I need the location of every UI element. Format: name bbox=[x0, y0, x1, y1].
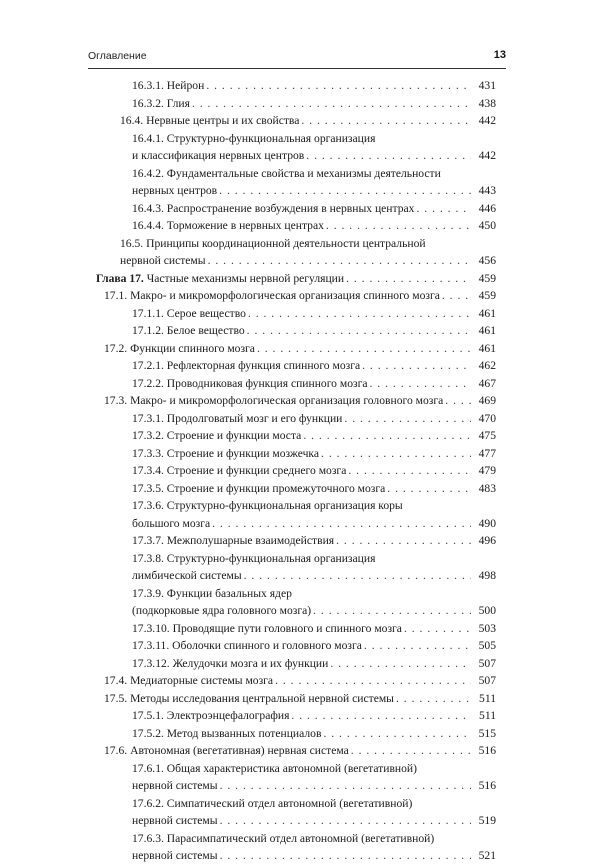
toc-entry-text: 17.6.2. Симпатический отдел автономной (вегетативной) bbox=[132, 796, 413, 810]
toc-page-number: 483 bbox=[471, 480, 496, 498]
toc-entry bbox=[96, 445, 496, 463]
running-header bbox=[88, 50, 506, 66]
toc-entry-text: 17.4. Медиаторные системы мозга bbox=[104, 674, 274, 687]
dot-leader bbox=[445, 392, 471, 410]
toc-entry bbox=[96, 305, 496, 323]
toc-entry-text: 16.3.2. Глия bbox=[132, 96, 190, 110]
toc-entry bbox=[96, 427, 496, 445]
toc-page-number: 456 bbox=[471, 252, 496, 270]
toc-page-number: 505 bbox=[471, 637, 496, 655]
toc-entry-text: 17.6. Автономная (вегетативная) нервная система bbox=[104, 744, 349, 757]
toc-entry-text: 17.3.2. Строение и функции моста bbox=[132, 429, 302, 442]
dot-leader bbox=[387, 480, 471, 498]
toc-entry-text: 17.3.11. Оболочки спинного и головного мозга bbox=[132, 639, 362, 652]
toc-entry-label bbox=[132, 322, 247, 340]
dot-leader bbox=[212, 515, 471, 533]
toc-entry bbox=[96, 515, 496, 533]
toc-entry bbox=[96, 725, 496, 743]
toc-entry-text: 17.6.1. Общая характеристика автономной (вегетативной) bbox=[132, 761, 417, 775]
dot-leader bbox=[208, 252, 471, 270]
toc-entry bbox=[96, 130, 496, 148]
page-number: 13 bbox=[493, 49, 506, 61]
toc-entry bbox=[96, 847, 496, 865]
toc-entry-label bbox=[104, 672, 275, 690]
toc-page-number: 516 bbox=[471, 742, 496, 760]
toc-entry-label bbox=[132, 515, 212, 533]
toc-page-number: 461 bbox=[471, 340, 496, 358]
table-of-contents bbox=[96, 77, 496, 865]
toc-entry-label bbox=[104, 287, 442, 305]
dot-leader bbox=[416, 200, 471, 218]
toc-entry-label bbox=[120, 112, 301, 130]
toc-entry-text: 17.3.12. Желудочки мозга и их функции bbox=[132, 656, 329, 670]
toc-entry-text: 17.3.1. Продолговатый мозг и его функции bbox=[132, 411, 343, 425]
toc-entry bbox=[96, 77, 496, 95]
toc-page-number: 500 bbox=[471, 602, 496, 620]
toc-entry-label bbox=[132, 217, 326, 235]
toc-entry-label bbox=[132, 410, 344, 428]
dot-leader bbox=[219, 182, 471, 200]
toc-entry-label bbox=[132, 567, 244, 585]
toc-page-number: 470 bbox=[471, 410, 496, 428]
toc-entry bbox=[96, 585, 496, 603]
toc-entry-text: 16.4.1. Структурно-функциональная организация bbox=[132, 131, 376, 145]
toc-page-number: 431 bbox=[471, 77, 496, 95]
toc-entry-text: 17.3.7. Межполушарные взаимодействия bbox=[132, 534, 335, 547]
toc-entry-text: 17.3.9. Функции базальных ядер bbox=[132, 586, 292, 600]
dot-leader bbox=[220, 812, 471, 830]
toc-entry-label bbox=[132, 462, 348, 480]
toc-entry-label bbox=[132, 480, 387, 498]
dot-leader bbox=[370, 375, 472, 393]
toc-entry-text: 17.3.5. Строение и функции промежуточного мозга bbox=[132, 481, 386, 495]
toc-entry bbox=[96, 95, 496, 113]
toc-entry-text: 16.4. Нервные центры и их свойства bbox=[120, 114, 300, 127]
dot-leader bbox=[442, 287, 471, 305]
toc-page-number: 462 bbox=[471, 357, 496, 375]
toc-entry-text: 17.3. Макро- и микроморфологическая организация головного мозга bbox=[104, 394, 444, 407]
running-header-title: Оглавление bbox=[88, 50, 147, 62]
toc-entry bbox=[96, 235, 496, 253]
toc-page-number: 516 bbox=[471, 777, 496, 795]
toc-entry-label bbox=[96, 270, 346, 288]
toc-entry-text: и классификация нервных центров bbox=[132, 149, 305, 162]
toc-page-number: 503 bbox=[471, 620, 496, 638]
toc-entry-label bbox=[132, 305, 248, 323]
dot-leader bbox=[364, 637, 471, 655]
toc-entry-label bbox=[120, 252, 208, 270]
dot-leader bbox=[346, 270, 471, 288]
dot-leader bbox=[220, 777, 471, 795]
toc-entry-label bbox=[104, 392, 445, 410]
toc-entry-label bbox=[132, 147, 306, 165]
toc-entry-text: 17.2. Функции спинного мозга bbox=[104, 341, 255, 355]
toc-page-number: 446 bbox=[471, 200, 496, 218]
toc-entry bbox=[96, 497, 496, 515]
toc-entry-text: 17.1.2. Белое вещество bbox=[132, 324, 245, 337]
dot-leader bbox=[206, 77, 471, 95]
toc-entry bbox=[96, 462, 496, 480]
dot-leader bbox=[313, 602, 471, 620]
toc-page-number: 496 bbox=[471, 532, 496, 550]
chapter-prefix: Глава 17. bbox=[96, 271, 144, 285]
dot-leader bbox=[291, 707, 471, 725]
toc-entry-text: нервной системы bbox=[132, 779, 218, 792]
toc-page-number: 461 bbox=[471, 305, 496, 323]
toc-page-number: 498 bbox=[471, 567, 496, 585]
toc-entry bbox=[96, 410, 496, 428]
toc-entry bbox=[96, 795, 496, 813]
toc-entry-label bbox=[132, 357, 362, 375]
header-rule bbox=[88, 68, 506, 69]
toc-page-number: 443 bbox=[471, 182, 496, 200]
toc-entry-label bbox=[104, 690, 396, 708]
toc-entry-label bbox=[132, 77, 206, 95]
toc-entry bbox=[96, 830, 496, 848]
dot-leader bbox=[344, 410, 471, 428]
toc-entry bbox=[96, 760, 496, 778]
toc-entry-text: 17.3.10. Проводящие пути головного и спинного мозга bbox=[132, 621, 402, 635]
toc-page-number: 438 bbox=[471, 95, 496, 113]
dot-leader bbox=[301, 112, 471, 130]
toc-entry bbox=[96, 637, 496, 655]
toc-entry bbox=[96, 357, 496, 375]
toc-entry-label bbox=[132, 812, 220, 830]
toc-entry bbox=[96, 655, 496, 673]
toc-entry-text: 16.3.1. Нейрон bbox=[132, 79, 205, 92]
toc-entry bbox=[96, 287, 496, 305]
dot-leader bbox=[247, 322, 471, 340]
toc-entry bbox=[96, 620, 496, 638]
toc-entry-label bbox=[132, 777, 220, 795]
dot-leader bbox=[348, 462, 471, 480]
toc-entry-label bbox=[132, 532, 336, 550]
dot-leader bbox=[323, 725, 471, 743]
dot-leader bbox=[275, 672, 471, 690]
toc-entry-label bbox=[132, 182, 219, 200]
toc-entry-label bbox=[132, 427, 303, 445]
dot-leader bbox=[321, 445, 471, 463]
dot-leader bbox=[192, 95, 471, 113]
toc-page-number: 507 bbox=[471, 655, 496, 673]
toc-page-number: 515 bbox=[471, 725, 496, 743]
toc-entry-label bbox=[132, 375, 370, 393]
toc-entry bbox=[96, 707, 496, 725]
toc-entry bbox=[96, 252, 496, 270]
toc-entry bbox=[96, 182, 496, 200]
toc-entry bbox=[96, 812, 496, 830]
dot-leader bbox=[248, 305, 471, 323]
toc-entry bbox=[96, 270, 496, 288]
toc-entry bbox=[96, 340, 496, 358]
dot-leader bbox=[404, 620, 471, 638]
toc-entry bbox=[96, 550, 496, 568]
toc-entry-text: (подкорковые ядра головного мозга) bbox=[132, 604, 312, 617]
dot-leader bbox=[330, 655, 471, 673]
dot-leader bbox=[220, 847, 471, 865]
toc-entry bbox=[96, 690, 496, 708]
toc-entry bbox=[96, 165, 496, 183]
toc-entry-text: 16.4.4. Торможение в нервных центрах bbox=[132, 219, 324, 232]
toc-entry-text: 17.5. Методы исследования центральной нервной системы bbox=[104, 691, 394, 705]
toc-entry-label bbox=[104, 742, 351, 760]
toc-entry-label bbox=[132, 200, 416, 218]
toc-page-number: 459 bbox=[471, 287, 496, 305]
toc-entry bbox=[96, 147, 496, 165]
toc-entry-text: 17.5.2. Метод вызванных потенциалов bbox=[132, 726, 322, 740]
toc-entry-text: 17.2.1. Рефлекторная функция спинного мозга bbox=[132, 359, 361, 372]
toc-entry bbox=[96, 777, 496, 795]
toc-page-number: 507 bbox=[471, 672, 496, 690]
toc-entry bbox=[96, 375, 496, 393]
dot-leader bbox=[303, 427, 471, 445]
toc-page-number: 475 bbox=[471, 427, 496, 445]
toc-page-number: 442 bbox=[471, 147, 496, 165]
toc-entry-label bbox=[104, 340, 257, 358]
toc-entry bbox=[96, 392, 496, 410]
toc-entry-text: 17.3.6. Структурно-функциональная организация коры bbox=[132, 499, 403, 512]
toc-page-number: 467 bbox=[471, 375, 496, 393]
toc-entry-text: большого мозга bbox=[132, 516, 211, 530]
toc-entry-label bbox=[132, 620, 404, 638]
toc-entry-text: 16.4.3. Распространение возбуждения в нервных центрах bbox=[132, 201, 415, 215]
dot-leader bbox=[326, 217, 471, 235]
toc-entry-text: 17.1. Макро- и микроморфологическая организация спинного мозга bbox=[104, 289, 440, 302]
toc-page-number: 469 bbox=[471, 392, 496, 410]
toc-entry bbox=[96, 112, 496, 130]
toc-entry-text: Частные механизмы нервной регуляции bbox=[143, 271, 345, 285]
dot-leader bbox=[351, 742, 471, 760]
toc-entry bbox=[96, 532, 496, 550]
toc-entry-label bbox=[132, 445, 321, 463]
toc-entry-label bbox=[132, 725, 323, 743]
toc-entry-label bbox=[132, 637, 364, 655]
toc-page-number: 461 bbox=[471, 322, 496, 340]
dot-leader bbox=[336, 532, 471, 550]
toc-page-number: 479 bbox=[471, 462, 496, 480]
toc-page-number: 477 bbox=[471, 445, 496, 463]
toc-entry-text: 17.5.1. Электроэнцефалография bbox=[132, 709, 290, 722]
toc-entry-text: нервной системы bbox=[120, 254, 206, 267]
toc-entry-label bbox=[132, 602, 313, 620]
dot-leader bbox=[306, 147, 471, 165]
toc-page-number: 511 bbox=[471, 707, 496, 725]
toc-entry-text: 17.2.2. Проводниковая функция спинного мозга bbox=[132, 376, 368, 390]
toc-entry bbox=[96, 217, 496, 235]
toc-page-number: 490 bbox=[471, 515, 496, 533]
toc-page-number: 519 bbox=[471, 812, 496, 830]
dot-leader bbox=[244, 567, 471, 585]
toc-entry-text: 16.4.2. Фундаментальные свойства и механизмы деятельности bbox=[132, 166, 441, 180]
toc-entry-label bbox=[132, 707, 291, 725]
toc-entry-text: 17.3.8. Структурно-функциональная организация bbox=[132, 551, 376, 565]
dot-leader bbox=[396, 690, 471, 708]
toc-entry bbox=[96, 200, 496, 218]
toc-page-number: 459 bbox=[471, 270, 496, 288]
toc-entry-text: 17.3.3. Строение и функции мозжечка bbox=[132, 446, 320, 460]
toc-page-number: 442 bbox=[471, 112, 496, 130]
toc-entry-label bbox=[132, 847, 220, 865]
toc-entry-label bbox=[132, 95, 192, 113]
toc-entry-text: 17.3.4. Строение и функции среднего мозга bbox=[132, 464, 347, 477]
toc-entry-text: лимбической системы bbox=[132, 569, 242, 582]
toc-entry bbox=[96, 480, 496, 498]
toc-entry bbox=[96, 672, 496, 690]
toc-entry-text: 17.6.3. Парасимпатический отдел автономной (вегетативной) bbox=[132, 831, 435, 845]
toc-entry-label bbox=[132, 655, 330, 673]
toc-page-number: 521 bbox=[471, 847, 496, 865]
toc-entry-text: 17.1.1. Серое вещество bbox=[132, 306, 246, 320]
dot-leader bbox=[257, 340, 471, 358]
dot-leader bbox=[362, 357, 471, 375]
toc-entry bbox=[96, 322, 496, 340]
toc-entry-text: нервной системы bbox=[132, 814, 218, 827]
toc-entry-text: нервных центров bbox=[132, 184, 218, 197]
toc-entry bbox=[96, 742, 496, 760]
toc-entry-text: нервной системы bbox=[132, 849, 218, 862]
toc-entry bbox=[96, 567, 496, 585]
toc-entry-text: 16.5. Принципы координационной деятельности центральной bbox=[120, 236, 426, 250]
toc-entry bbox=[96, 602, 496, 620]
toc-page-number: 450 bbox=[471, 217, 496, 235]
toc-page-number: 511 bbox=[471, 690, 496, 708]
